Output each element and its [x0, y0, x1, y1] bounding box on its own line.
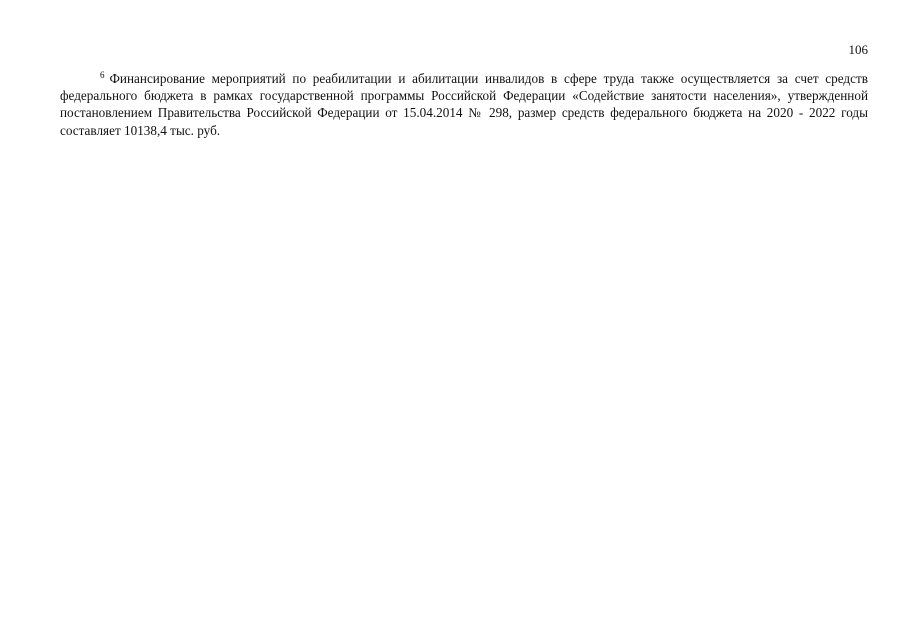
page-number: 106	[848, 42, 868, 57]
footnote	[60, 70, 868, 139]
footnote-marker: 6	[100, 70, 105, 80]
footnote-text: Финансирование мероприятий по реабилитации и абилитации инвалидов в сфере труда также осуществляется за счет средств федерального бюджета в рамках государственной программы Российской Федерации «Содействие занятости населения», утвержденной постановлением Правительства Российской Федерации от 15.04.2014 № 298, размер средств федерального бюджета на 2020 - 2022 годы составляет 10138,4 тыс. руб.	[60, 71, 868, 138]
